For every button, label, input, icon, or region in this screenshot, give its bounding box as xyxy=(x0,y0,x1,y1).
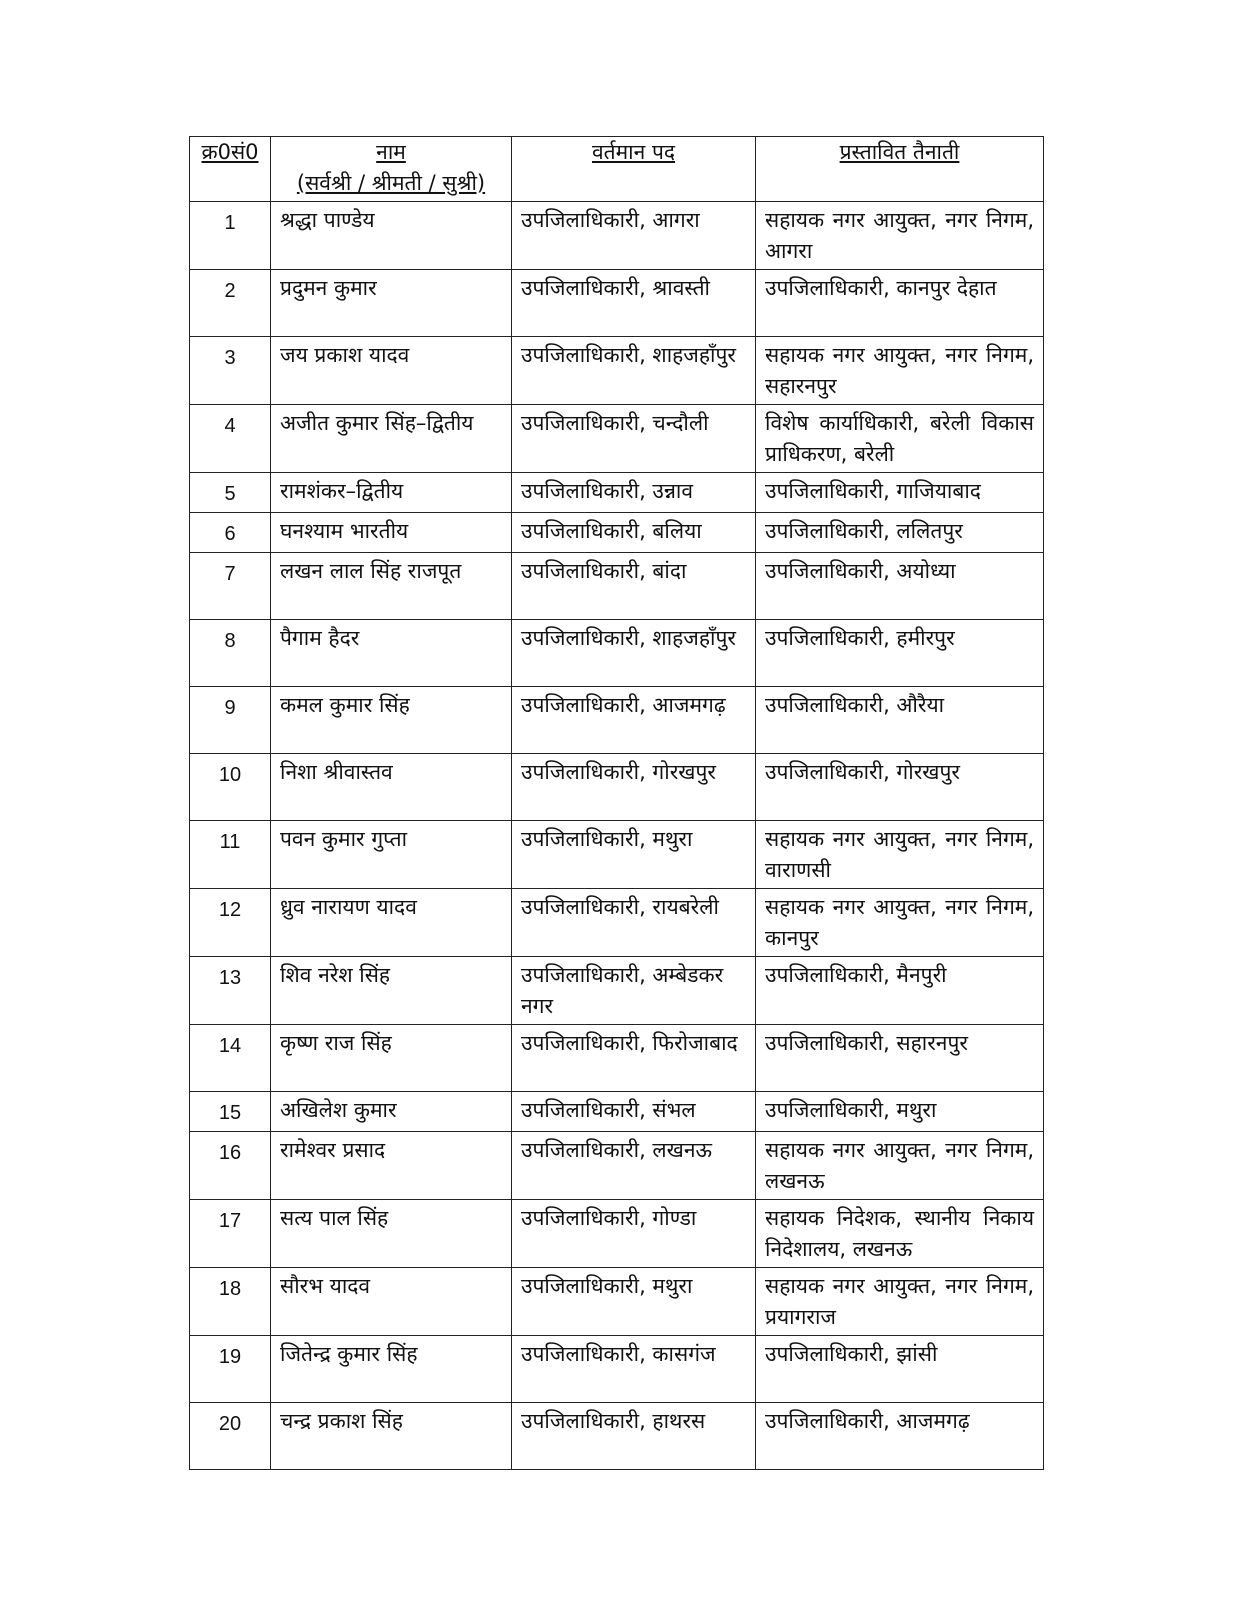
proposed-posting-cell: उपजिलाधिकारी, मैनपुरी xyxy=(756,957,1044,1025)
name-cell: निशा श्रीवास्तव xyxy=(271,754,512,821)
serial-number-cell: 9 xyxy=(190,687,271,754)
table-row xyxy=(190,1025,1044,1092)
name-cell: प्रदुमन कुमार xyxy=(271,270,512,337)
current-post-cell: उपजिलाधिकारी, चन्दौली xyxy=(512,405,756,473)
proposed-posting-cell: उपजिलाधिकारी, हमीरपुर xyxy=(756,620,1044,687)
current-post-cell: उपजिलाधिकारी, लखनऊ xyxy=(512,1132,756,1200)
table-row xyxy=(190,337,1044,405)
name-cell: लखन लाल सिंह राजपूत xyxy=(271,553,512,620)
name-cell: अजीत कुमार सिंह–द्वितीय xyxy=(271,405,512,473)
name-cell: सौरभ यादव xyxy=(271,1268,512,1336)
table-row xyxy=(190,553,1044,620)
table-row xyxy=(190,202,1044,270)
table-row xyxy=(190,889,1044,957)
posting-table xyxy=(189,136,1044,1470)
header-proposed-posting: प्रस्तावित तैनाती xyxy=(756,137,1044,202)
table-row xyxy=(190,1132,1044,1200)
serial-number-cell: 19 xyxy=(190,1336,271,1403)
serial-number-cell: 3 xyxy=(190,337,271,405)
name-cell: पवन कुमार गुप्ता xyxy=(271,821,512,889)
table-row xyxy=(190,620,1044,687)
serial-number-cell: 14 xyxy=(190,1025,271,1092)
serial-number-cell: 12 xyxy=(190,889,271,957)
current-post-cell: उपजिलाधिकारी, आगरा xyxy=(512,202,756,270)
name-cell: श्रद्धा पाण्डेय xyxy=(271,202,512,270)
name-cell: कमल कुमार सिंह xyxy=(271,687,512,754)
proposed-posting-cell: उपजिलाधिकारी, गोरखपुर xyxy=(756,754,1044,821)
name-cell: अखिलेश कुमार xyxy=(271,1092,512,1132)
proposed-posting-cell: सहायक नगर आयुक्त, नगर निगम, लखनऊ xyxy=(756,1132,1044,1200)
serial-number-cell: 16 xyxy=(190,1132,271,1200)
name-cell: जय प्रकाश यादव xyxy=(271,337,512,405)
current-post-cell: उपजिलाधिकारी, गोरखपुर xyxy=(512,754,756,821)
proposed-posting-cell: सहायक नगर आयुक्त, नगर निगम, कानपुर xyxy=(756,889,1044,957)
serial-number-cell: 18 xyxy=(190,1268,271,1336)
current-post-cell: उपजिलाधिकारी, संभल xyxy=(512,1092,756,1132)
serial-number-cell: 8 xyxy=(190,620,271,687)
table-row xyxy=(190,821,1044,889)
current-post-cell: उपजिलाधिकारी, बांदा xyxy=(512,553,756,620)
name-cell: चन्द्र प्रकाश सिंह xyxy=(271,1403,512,1470)
proposed-posting-cell: सहायक नगर आयुक्त, नगर निगम, सहारनपुर xyxy=(756,337,1044,405)
proposed-posting-cell: विशेष कार्याधिकारी, बरेली विकास प्राधिकरण, बरेली xyxy=(756,405,1044,473)
current-post-cell: उपजिलाधिकारी, रायबरेली xyxy=(512,889,756,957)
name-cell: जितेन्द्र कुमार सिंह xyxy=(271,1336,512,1403)
table-row xyxy=(190,687,1044,754)
proposed-posting-cell: सहायक निदेशक, स्थानीय निकाय निदेशालय, लखनऊ xyxy=(756,1200,1044,1268)
serial-number-cell: 4 xyxy=(190,405,271,473)
current-post-cell: उपजिलाधिकारी, शाहजहाँपुर xyxy=(512,620,756,687)
table-row xyxy=(190,1268,1044,1336)
table-row xyxy=(190,754,1044,821)
header-name-line1: नाम xyxy=(376,140,406,164)
serial-number-cell: 17 xyxy=(190,1200,271,1268)
current-post-cell: उपजिलाधिकारी, गोण्डा xyxy=(512,1200,756,1268)
proposed-posting-cell: उपजिलाधिकारी, झांसी xyxy=(756,1336,1044,1403)
serial-number-cell: 11 xyxy=(190,821,271,889)
serial-number-cell: 1 xyxy=(190,202,271,270)
table-row xyxy=(190,513,1044,553)
header-name xyxy=(271,137,512,202)
header-current-post: वर्तमान पद xyxy=(512,137,756,202)
table-body xyxy=(190,202,1044,1470)
current-post-cell: उपजिलाधिकारी, आजमगढ़ xyxy=(512,687,756,754)
serial-number-cell: 13 xyxy=(190,957,271,1025)
name-cell: शिव नरेश सिंह xyxy=(271,957,512,1025)
proposed-posting-cell: उपजिलाधिकारी, आजमगढ़ xyxy=(756,1403,1044,1470)
current-post-cell: उपजिलाधिकारी, मथुरा xyxy=(512,1268,756,1336)
proposed-posting-cell: उपजिलाधिकारी, गाजियाबाद xyxy=(756,473,1044,513)
table-row xyxy=(190,1336,1044,1403)
name-cell: पैगाम हैदर xyxy=(271,620,512,687)
name-cell: कृष्ण राज सिंह xyxy=(271,1025,512,1092)
current-post-cell: उपजिलाधिकारी, हाथरस xyxy=(512,1403,756,1470)
table-row xyxy=(190,1403,1044,1470)
proposed-posting-cell: उपजिलाधिकारी, सहारनपुर xyxy=(756,1025,1044,1092)
current-post-cell: उपजिलाधिकारी, शाहजहाँपुर xyxy=(512,337,756,405)
header-name-line2: (सर्वश्री / श्रीमती / सुश्री) xyxy=(296,171,486,195)
name-cell: सत्य पाल सिंह xyxy=(271,1200,512,1268)
serial-number-cell: 2 xyxy=(190,270,271,337)
table-row xyxy=(190,270,1044,337)
current-post-cell: उपजिलाधिकारी, अम्बेडकर नगर xyxy=(512,957,756,1025)
name-cell: रामेश्वर प्रसाद xyxy=(271,1132,512,1200)
header-serial-number: क्र0सं0 xyxy=(190,137,271,202)
table-row xyxy=(190,1092,1044,1132)
current-post-cell: उपजिलाधिकारी, श्रावस्ती xyxy=(512,270,756,337)
proposed-posting-cell: सहायक नगर आयुक्त, नगर निगम, वाराणसी xyxy=(756,821,1044,889)
table-row xyxy=(190,473,1044,513)
current-post-cell: उपजिलाधिकारी, कासगंज xyxy=(512,1336,756,1403)
current-post-cell: उपजिलाधिकारी, बलिया xyxy=(512,513,756,553)
proposed-posting-cell: सहायक नगर आयुक्त, नगर निगम, आगरा xyxy=(756,202,1044,270)
serial-number-cell: 10 xyxy=(190,754,271,821)
serial-number-cell: 20 xyxy=(190,1403,271,1470)
proposed-posting-cell: उपजिलाधिकारी, ललितपुर xyxy=(756,513,1044,553)
proposed-posting-cell: उपजिलाधिकारी, मथुरा xyxy=(756,1092,1044,1132)
current-post-cell: उपजिलाधिकारी, फिरोजाबाद xyxy=(512,1025,756,1092)
serial-number-cell: 5 xyxy=(190,473,271,513)
table-row xyxy=(190,1200,1044,1268)
proposed-posting-cell: उपजिलाधिकारी, औरैया xyxy=(756,687,1044,754)
name-cell: घनश्याम भारतीय xyxy=(271,513,512,553)
serial-number-cell: 6 xyxy=(190,513,271,553)
current-post-cell: उपजिलाधिकारी, उन्नाव xyxy=(512,473,756,513)
table-row xyxy=(190,957,1044,1025)
name-cell: ध्रुव नारायण यादव xyxy=(271,889,512,957)
table-row xyxy=(190,405,1044,473)
proposed-posting-cell: सहायक नगर आयुक्त, नगर निगम, प्रयागराज xyxy=(756,1268,1044,1336)
name-cell: रामशंकर–द्वितीय xyxy=(271,473,512,513)
current-post-cell: उपजिलाधिकारी, मथुरा xyxy=(512,821,756,889)
proposed-posting-cell: उपजिलाधिकारी, अयोध्या xyxy=(756,553,1044,620)
serial-number-cell: 7 xyxy=(190,553,271,620)
table-header-row xyxy=(190,137,1044,202)
proposed-posting-cell: उपजिलाधिकारी, कानपुर देहात xyxy=(756,270,1044,337)
serial-number-cell: 15 xyxy=(190,1092,271,1132)
